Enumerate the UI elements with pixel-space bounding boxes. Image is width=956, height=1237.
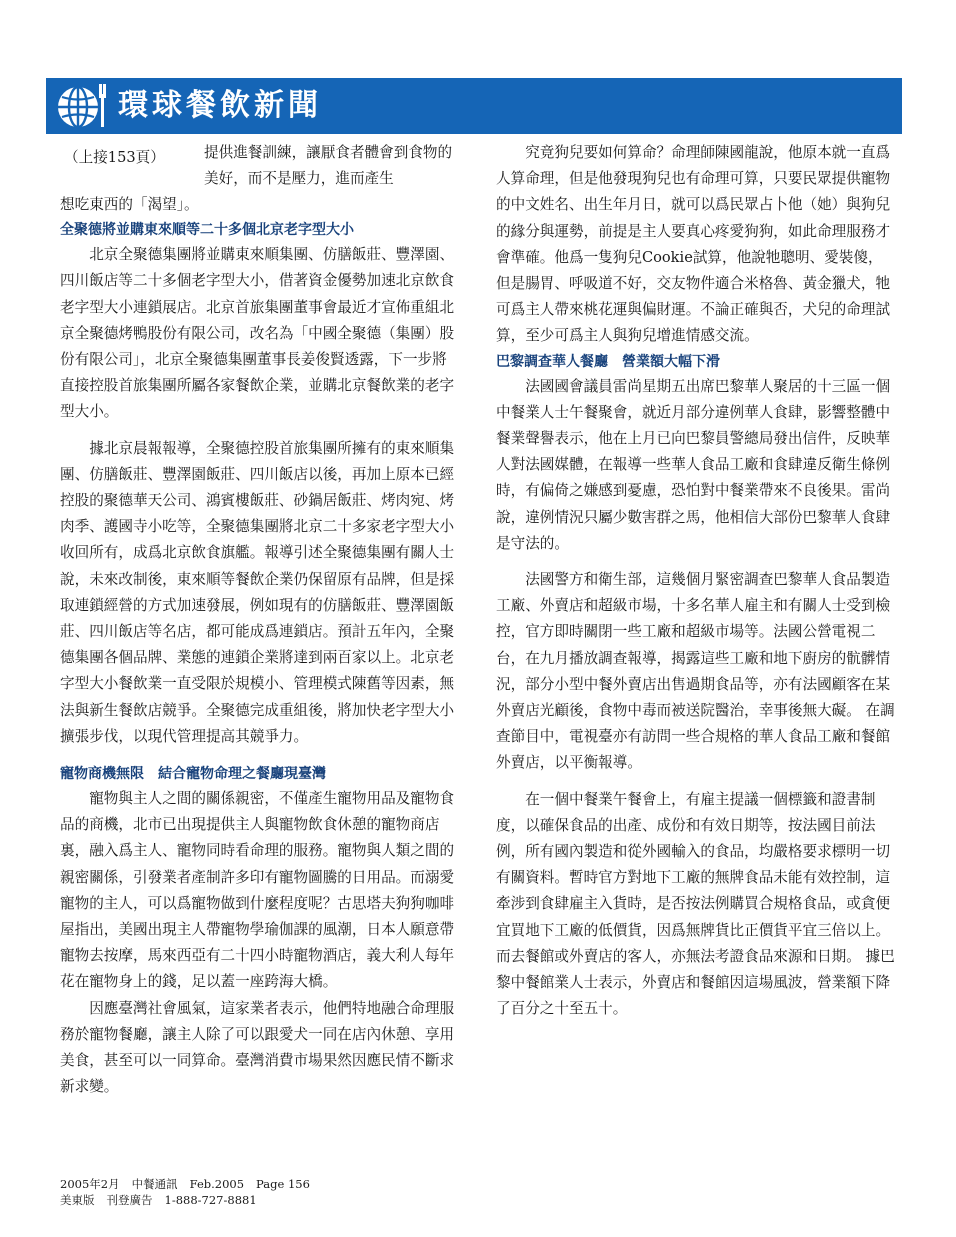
footer-line-1 [60,1176,310,1192]
intro-row [60,140,460,192]
article-heading-pet-restaurant: 寵物商機無限 結合寵物命理之餐廳現臺灣 [60,766,326,783]
article-paragraph: 法國國會議員雷尚星期五出席巴黎華人聚居的十三區一個中餐業人士午餐聚會，就近月部分違例華人食肆，影響整體中餐業聲譽表示，他在上月已向巴黎員警總局發出信件，反映華人對法國媒體，在報導一些華人食品工廠和食肆違反衛生條例時，有偏倚之嫌感到憂慮，恐怕對中餐業帶來不良後果。雷尚說，違例情況只屬少數害群之馬，他相信大部份巴黎華人食肆是守法的。 [496,377,891,552]
footer-issue: Feb.2005 [189,1177,245,1191]
page-title: 環球餐飲新聞 [118,88,322,123]
article-paragraph: 法國警方和衛生部，這幾個月緊密調查巴黎華人食品製造工廠、外賣店和超級市場，十多名華人雇主和有關人士受到檢控，官方即時關閉一些工廠和超級市場等。法國公營電視二台，在九月播放調查報導，揭露這些工廠和地下廚房的骯髒情況，部分小型中餐外賣店出售過期食品等，亦有法國顧客在某外賣店光顧後，食物中毒而被送院醫治，幸事後無大礙。 在調查節目中，電視臺亦有訪問一些合規格的華人食品工廠和餐館外賣店，以平衡報導。 [496,571,895,772]
article-heading-quanjude: 全聚德將並購東來順等二十多個北京老字型大小 [60,222,354,239]
article-paragraph: 據北京晨報報導，全聚德控股首旅集團所擁有的東來順集團、仿膳飯莊、豐澤園飯莊、四川飯店以後，再加上原本已經控股的聚德華天公司、鴻賓樓飯莊、砂鍋居飯莊、烤肉宛、烤肉季、護國寺小吃等，全聚德集團將北京二十多家老字型大小收回所有，成爲北京飲食旗艦。報導引述全聚德集團有關人士說，未來改制後，東來順等餐飲企業仍保留原有品牌，但是採取連鎖經營的方式加速發展，例如現有的仿膳飯莊、豐澤園飯莊、四川飯店等名店，都可能成爲連鎖店。預計五年內，全聚德集團各個品牌、業態的連鎖企業將達到兩百家以上。北京老字型大小餐飲業一直受限於規模小、管理模式陳舊等因素，無法與新生餐飲店競爭。全聚德完成重組後，將加快老字型大小擴張步伐，以現代管理提高其競爭力。 [60,439,455,745]
section-header-banner [46,78,902,134]
footer-line-2 [60,1192,310,1208]
footer-page-number: Page 156 [256,1177,310,1191]
footer-publication: 中餐通訊 [131,1177,178,1191]
article-paragraph: 在一個中餐業午餐會上，有雇主提議一個標籤和證書制度，以確保食品的出產、成份和有效日期等，按法國目前法例，所有國內製造和從外國輸入的食品，均嚴格要求標明一切有關資料。暫時官方對地下工廠的無牌食品未能有效控制，這牽涉到食肆雇主入貨時，是否按法例購買合規格食品，或貪便宜買地下工廠的低價貨，因爲無牌貨比正價貨平宜三倍以上。而去餐館或外賣店的客人，亦無法考證食品來源和日期。 據巴黎中餐館業人士表示，外賣店和餐館因這場風波，營業額下降了百分之十至五十。 [496,790,895,1018]
footer-edition: 美東版 [60,1193,95,1207]
article-paragraph: 北京全聚德集團將並購東來順集團、仿膳飯莊、豐澤園、四川飯店等二十多個老字型大小，借著資金優勢加速北京飲食老字型大小連鎖展店。北京首旅集團董事會最近才宣佈重組北京全聚德烤鴨股份有限公司，改名為「中國全聚德（集團）股份有限公司」，北京全聚德集團董事長姜俊賢透露，下一步將直接控股首旅集團所屬各家餐飲企業，並購北京餐飲業的老字型大小。 [60,246,455,421]
continued-reference: （上接153頁） [64,149,165,166]
article-heading-paris: 巴黎調查華人餐廳 營業額大幅下滑 [496,353,720,370]
footer-phone: 1-888-727-8881 [164,1193,257,1207]
right-column [496,140,896,1023]
article-paragraph: 寵物與主人之間的關係親密，不僅產生寵物用品及寵物食品的商機，北市已出現提供主人與寵物飲食休憩的寵物商店裏，融入爲主人、寵物同時看命理的服務。寵物與人類之間的親密關係，引發業者產制許多印有寵物圖騰的日用品。而溺愛寵物的主人，可以爲寵物做到什麼程度呢？古思塔夫狗狗咖啡屋指出，美國出現主人帶寵物學瑜伽課的風潮，日本人願意帶寵物去按摩，馬來西亞有二十四小時寵物酒店，義大利人每年花在寵物身上的錢，足以蓋一座跨海大橋。 [60,790,455,991]
intro-text-end: 想吃東西的「渴望」。 [60,196,199,213]
left-column [60,140,460,1101]
footer-ad-label: 刊登廣告 [106,1193,153,1207]
page-footer [60,1176,310,1208]
footer-date: 2005年2月 [60,1177,120,1191]
intro-text: 提供進餐訓練，讓厭食者體會到食物的美好，而不是壓力，進而產生 [204,144,453,188]
article-paragraph: 究竟狗兒要如何算命？命理師陳國龍說，他原本就一直爲人算命理，但是他發現狗兒也有命理可算，只要民眾提供寵物的中文姓名、出生年月日，就可以爲民眾占卜他（她）與狗兒的緣分與運勢，前提是主人要真心疼愛狗狗，如此命理服務才會準確。他爲一隻狗兒Cookie試算，他說牠聰明、愛裝傻，但是腸胃、呼吸道不好，交友物件適合米格魯、黃金獵犬，牠可爲主人帶來桃花運與偏財運。不論正確與否，犬兒的命理試算，至少可爲主人與狗兒增進情感交流。 [496,144,891,345]
globe-fork-icon [54,80,110,132]
article-paragraph: 因應臺灣社會風氣，這家業者表示，他們特地融合命理服務於寵物餐廳，讓主人除了可以跟愛犬一同在店內休憩、享用美食，甚至可以一同算命。臺灣消費市場果然因應民情不斷求新求變。 [60,999,455,1096]
